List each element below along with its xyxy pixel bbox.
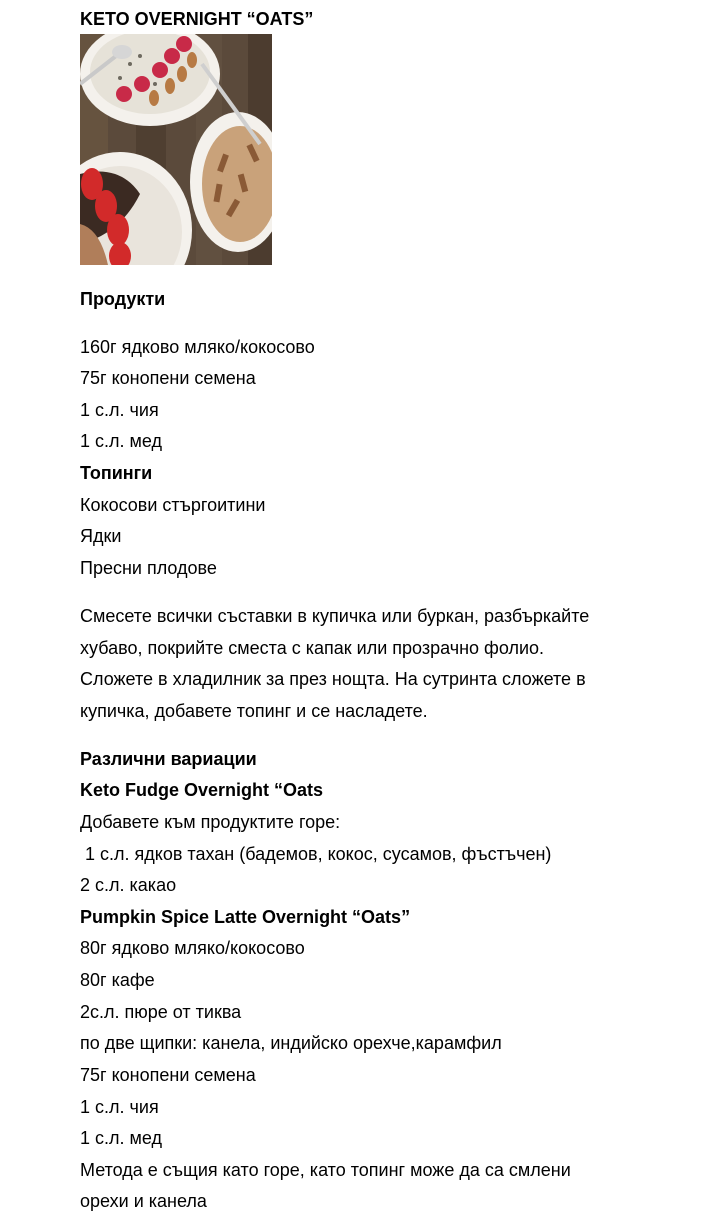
ingredients-heading: Продукти [80, 289, 166, 309]
pumpkin-variation-line: 1 с.л. мед [80, 1128, 163, 1148]
pumpkin-variation-line: 80г кафе [80, 970, 155, 990]
pumpkin-variation-line: Метода е същия като горе, като топинг може да са смлени [80, 1160, 571, 1180]
instructions-line: хубаво, покрийте сместа с капак или прозрачно фолио. [80, 638, 545, 658]
pumpkin-variation-line: по две щипки: канела, индийско орехче,карамфил [80, 1033, 502, 1053]
pumpkin-variation-line: 1 с.л. чия [80, 1097, 159, 1117]
fudge-variation-line: 1 с.л. ядков тахан (бадемов, кокос, сусамов, фъстъчен) [80, 844, 552, 864]
ingredient-item: 75г конопени семена [80, 368, 256, 388]
ingredient-item: 160г ядково мляко/кокосово [80, 337, 315, 357]
food-photo-bowls-icon [80, 34, 272, 265]
fudge-variation-line: 2 с.л. какао [80, 875, 177, 895]
recipe-title: KETO OVERNIGHT “OATS” [80, 9, 314, 29]
pumpkin-variation-line: 2с.л. пюре от тиква [80, 1002, 242, 1022]
pumpkin-variation-line: 75г конопени семена [80, 1065, 256, 1085]
instructions-line: купичка, добавете топинг и се насладете. [80, 701, 428, 721]
topping-item: Пресни плодове [80, 558, 217, 578]
ingredient-item: 1 с.л. мед [80, 431, 163, 451]
instructions-line: Смесете всички съставки в купичка или буркан, разбъркайте [80, 606, 590, 626]
pumpkin-variation-line: 80г ядково мляко/кокосово [80, 938, 305, 958]
toppings-heading: Топинги [80, 463, 153, 483]
fudge-variation-line: Добавете към продуктите горе: [80, 812, 341, 832]
pumpkin-variation-line: орехи и канела [80, 1191, 207, 1211]
fudge-variation-title: Keto Fudge Overnight “Oats [80, 780, 324, 800]
pumpkin-variation-title: Pumpkin Spice Latte Overnight “Oats” [80, 907, 411, 927]
ingredient-item: 1 с.л. чия [80, 400, 159, 420]
topping-item: Ядки [80, 526, 122, 546]
food-photo [80, 34, 272, 265]
instructions-line: Сложете в хладилник за през нощта. На сутринта сложете в [80, 669, 586, 689]
variations-heading: Различни вариации [80, 749, 257, 769]
topping-item: Кокосови стъргоитини [80, 495, 266, 515]
